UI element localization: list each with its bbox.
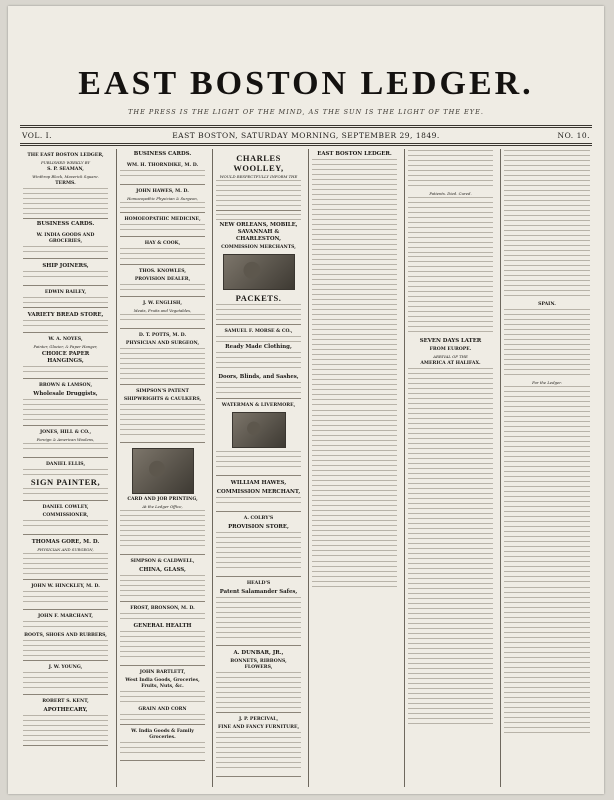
ad-bronson — [120, 602, 205, 666]
ad-text — [120, 348, 205, 380]
ad-simpson-patent — [120, 385, 205, 443]
ad-daniel-ellis — [23, 458, 108, 501]
ad-heading: DANIEL ELLIS, — [45, 462, 86, 467]
ad-heading: PROVISION DEALER, — [134, 277, 191, 282]
news-heading-america: AMERICA AT HALIFAX. — [420, 361, 481, 366]
ad-subheading: Homoeopathic Physician & Surgeon, — [127, 196, 198, 201]
ad-heading: Wholesale Druggists, — [33, 391, 98, 397]
ad-heading: DANIEL COWLEY, — [42, 505, 89, 510]
ad-potts — [120, 329, 205, 385]
ad-text — [23, 520, 108, 530]
ad-heading: Ready Made Clothing, — [225, 344, 292, 350]
cholera-table-header: Patients. Died. Cured. — [429, 191, 472, 196]
ad-heading: NEW ORLEANS, MOBILE, SAVANNAH & CHARLESTON, — [219, 222, 298, 242]
ad-heading: SHIP JOINERS, — [42, 263, 89, 269]
ad-heading: W. India Goods & Family Groceries. — [131, 729, 194, 740]
ad-colby — [216, 512, 301, 577]
column-2 — [116, 149, 208, 787]
ad-young — [23, 661, 108, 695]
ad-text — [216, 497, 301, 507]
ad-heading: JOHN HAWES, M. D. — [136, 189, 189, 194]
ad-family-groceries — [120, 725, 205, 761]
ad-daniel-cowley — [23, 501, 108, 535]
ad-english — [120, 297, 205, 329]
ad-heading: WILLIAM HAWES, — [230, 480, 287, 486]
editorial-heading: EAST BOSTON LEDGER. — [317, 151, 392, 157]
ad-marchant — [23, 610, 108, 661]
ad-text — [216, 597, 301, 641]
ad-heading: SAMUEL F. MORSE & CO., — [224, 329, 293, 334]
ad-text — [120, 248, 205, 260]
ad-text — [120, 575, 205, 597]
ad-text — [120, 314, 205, 324]
ad-subheading: PHYSICIAN AND SURGEON, — [37, 547, 94, 552]
publisher-title: THE EAST BOSTON LEDGER, — [27, 153, 104, 158]
ad-text — [120, 631, 205, 661]
masthead-rule-top — [20, 125, 592, 128]
article-text — [408, 150, 493, 190]
ad-heading: BONNETS, RIBBONS, FLOWERS, — [230, 659, 287, 670]
ad-heading: JOHN BARTLETT, — [139, 670, 186, 675]
terms-heading: TERMS. — [55, 181, 76, 186]
terms-text — [23, 188, 108, 214]
ad-text — [120, 202, 205, 208]
publisher-address: Winthrop Block, Maverick Square. — [32, 174, 99, 179]
masthead-rule-bottom — [20, 143, 592, 146]
ad-william-hawes — [216, 476, 301, 512]
ad-text — [216, 352, 301, 372]
newspaper-page — [8, 6, 604, 794]
foreign-news-text — [408, 368, 493, 728]
editorial-text-continued — [312, 410, 397, 560]
ad-text — [120, 613, 205, 621]
ad-hinckley — [23, 580, 108, 610]
ad-text — [120, 742, 205, 756]
ad-text — [216, 451, 301, 471]
ad-homoeopathic — [120, 213, 205, 237]
ad-thorndike — [120, 159, 205, 185]
ship-illustration — [223, 254, 295, 290]
ad-heading: West India Goods, Groceries, Fruits, Nuts, &c. — [125, 678, 200, 689]
ad-text — [120, 224, 205, 232]
cholera-table — [408, 197, 493, 255]
ad-text — [120, 284, 205, 292]
stove-illustration — [232, 412, 286, 448]
ad-text — [23, 320, 108, 328]
poem-attribution: For the Ledger. — [532, 380, 562, 385]
ad-text — [23, 621, 108, 631]
ad-text — [216, 672, 301, 708]
ad-simpson-caldwell — [120, 555, 205, 602]
ad-text — [23, 488, 108, 496]
ad-heading: COMMISSIONER, — [42, 513, 89, 518]
ad-subheading: Painter, Glazier, & Paper Hanger, — [33, 344, 98, 349]
ad-text — [216, 180, 301, 206]
ad-kent — [23, 695, 108, 746]
business-cards-heading: BUSINESS CARDS. — [133, 151, 192, 157]
ad-heading: PHYSICIAN AND SURGEON, — [125, 341, 200, 346]
ad-text — [216, 336, 301, 342]
ad-text — [120, 691, 205, 705]
ad-heading: A. DUNBAR, JR., — [233, 650, 284, 656]
ad-packets — [216, 211, 301, 325]
ad-groceries — [23, 229, 108, 259]
ad-ship-joiners — [23, 259, 108, 286]
article-text — [408, 256, 493, 336]
ad-heading: EDWIN BAILEY, — [44, 290, 87, 295]
ad-heading: GENERAL HEALTH — [133, 623, 192, 629]
ad-heading: J. W. ENGLISH, — [143, 301, 182, 306]
ad-waterman — [216, 399, 301, 476]
ad-subheading: Foreign & American Woolens, — [36, 437, 95, 442]
ad-text — [216, 214, 301, 220]
ad-text — [23, 271, 108, 281]
ad-heading: BROWN & LAMSON, — [38, 383, 93, 388]
news-heading-seven-days: SEVEN DAYS LATER — [419, 338, 482, 344]
ad-heading: FROST, BRONSON, M. D. — [130, 606, 195, 611]
ad-noyes — [23, 333, 108, 379]
column-3 — [212, 149, 304, 787]
ad-heading: SIMPSON'S PATENT — [136, 389, 189, 394]
ad-subheading: WOULD RESPECTFULLY INFORM THE — [219, 174, 298, 179]
dateline — [22, 131, 590, 141]
ad-heading: COMMISSION MERCHANT, — [216, 489, 301, 495]
ad-heading: Doors, Blinds, and Sashes, — [218, 374, 299, 380]
news-heading-arrival: ARRIVAL OF THE — [433, 354, 468, 359]
ad-heading: JOHN W. HINCKLEY, M. D. — [31, 584, 100, 589]
business-cards-heading: BUSINESS CARDS. — [36, 221, 95, 227]
ad-heading: ROBERT S. KENT, — [42, 699, 89, 704]
ad-brown-lamson — [23, 379, 108, 426]
ad-jones-hill — [23, 426, 108, 458]
ad-bread-store — [23, 308, 108, 333]
column-1 — [20, 149, 111, 787]
article-text — [504, 587, 590, 737]
ad-morse — [216, 325, 301, 399]
ad-subheading: Meats, Fruits and Vegetables, — [133, 308, 192, 313]
ad-heading: APOTHECARY, — [43, 707, 88, 713]
ad-heading: D. T. POTTS, M. D. — [138, 333, 187, 338]
ad-text — [23, 246, 108, 254]
publisher-notice — [23, 149, 108, 219]
ad-text — [216, 304, 301, 320]
ad-heading: HEALD'S — [246, 581, 271, 586]
ad-text — [23, 399, 108, 421]
issue-date: EAST BOSTON, SATURDAY MORNING, SEPTEMBER 29, 1849. — [172, 131, 440, 140]
publisher-name: S. P. SEAMAN, — [47, 167, 84, 172]
ad-knowles — [120, 265, 205, 297]
ad-heading: JONES, HILL & CO., — [39, 430, 92, 435]
ad-text — [23, 591, 108, 605]
spain-text — [504, 309, 590, 379]
ad-heading: PACKETS. — [235, 293, 282, 303]
ad-text — [23, 715, 108, 741]
editorial-text — [312, 159, 397, 409]
ad-text — [216, 732, 301, 772]
ad-thomas-gore — [23, 535, 108, 580]
ad-dunbar — [216, 646, 301, 713]
ad-text — [120, 404, 205, 438]
ad-text — [23, 672, 108, 690]
ad-heading: SIMPSON & CALDWELL, — [130, 559, 195, 564]
ad-heading: VARIETY BREAD STORE, — [27, 312, 104, 318]
column-6 — [500, 149, 593, 787]
ad-heading: THOMAS GORE, M. D. — [31, 539, 100, 545]
ad-heading: CARD AND JOB PRINTING, — [127, 497, 198, 502]
ad-subheading: At the Ledger Office, — [142, 504, 183, 509]
ad-heading: PROVISION STORE, — [228, 524, 289, 530]
ad-heading: J. W. YOUNG, — [48, 665, 83, 670]
ad-heading: CHOICE PAPER HANGINGS, — [41, 351, 90, 364]
column-4 — [308, 149, 400, 787]
ad-percival — [216, 713, 301, 777]
ad-heading: BOOTS, SHOES AND RUBBERS, — [24, 633, 107, 638]
foreign-news-continued — [504, 150, 590, 300]
ad-heading: HAY & COOK, — [144, 241, 181, 246]
ad-heading: CHARLES WOOLLEY, — [233, 153, 284, 173]
ad-heading: Patent Salamander Safes, — [219, 589, 298, 595]
ad-heading: CHINA, GLASS, — [139, 567, 186, 573]
ad-heading: COMMISSION MERCHANTS, — [221, 245, 296, 250]
news-heading-europe: FROM EUROPE. — [429, 347, 472, 352]
ad-text — [23, 366, 108, 374]
issue-number: NO. 10. — [557, 131, 590, 140]
ad-edwin-bailey — [23, 286, 108, 308]
ad-heading: J. P. PERCIVAL, — [238, 717, 279, 722]
column-5 — [404, 149, 496, 787]
ad-text — [23, 469, 108, 475]
columns — [20, 149, 592, 787]
volume-label: VOL. I. — [22, 131, 53, 140]
poem-text — [504, 386, 590, 586]
newspaper-motto: THE PRESS IS THE LIGHT OF THE MIND, AS THE SUN IS THE LIGHT OF THE EYE. — [128, 108, 484, 116]
ad-text — [23, 297, 108, 303]
ad-text — [216, 532, 301, 572]
ad-heading: JOHN F. MARCHANT, — [37, 614, 94, 619]
spain-heading: SPAIN. — [538, 302, 556, 307]
newspaper-title: EAST BOSTON LEDGER. — [78, 65, 534, 102]
ad-text — [216, 382, 301, 394]
ad-heading: GRAIN AND CORN — [138, 707, 187, 712]
publisher-by: PUBLISHED WEEKLY BY — [41, 160, 90, 165]
ad-text — [23, 553, 108, 575]
ad-text — [23, 443, 108, 453]
ad-heald — [216, 577, 301, 646]
ad-hay-cook — [120, 237, 205, 265]
ad-heading: SHIPWRIGHTS & CAULKERS, — [123, 397, 202, 402]
ad-hawes — [120, 185, 205, 213]
ad-heading: WATERMAN & LIVERMORE, — [221, 403, 296, 408]
ad-heading: SIGN PAINTER, — [30, 477, 101, 487]
ad-heading: HOMOEOPATHIC MEDICINE, — [124, 217, 201, 222]
ad-bartlett — [120, 666, 205, 725]
ad-woolley — [216, 149, 301, 211]
editorial-closing — [312, 561, 397, 591]
ad-text — [23, 640, 108, 656]
ad-heading: WM. H. THORNDIKE, M. D. — [126, 163, 199, 168]
ad-heading: W. INDIA GOODS AND GROCERIES, — [36, 233, 95, 244]
ad-text — [120, 714, 205, 720]
ad-heading: A. COLBY'S — [243, 516, 274, 521]
ad-job-printing — [120, 443, 205, 555]
ad-heading: W. A. NOYES, — [48, 337, 83, 342]
ad-heading: THOS. KNOWLES, — [139, 269, 186, 274]
printing-press-illustration — [132, 448, 194, 494]
ad-text — [120, 170, 205, 180]
ad-text — [120, 510, 205, 550]
ad-heading: FINE AND FANCY FURNITURE, — [217, 725, 300, 730]
